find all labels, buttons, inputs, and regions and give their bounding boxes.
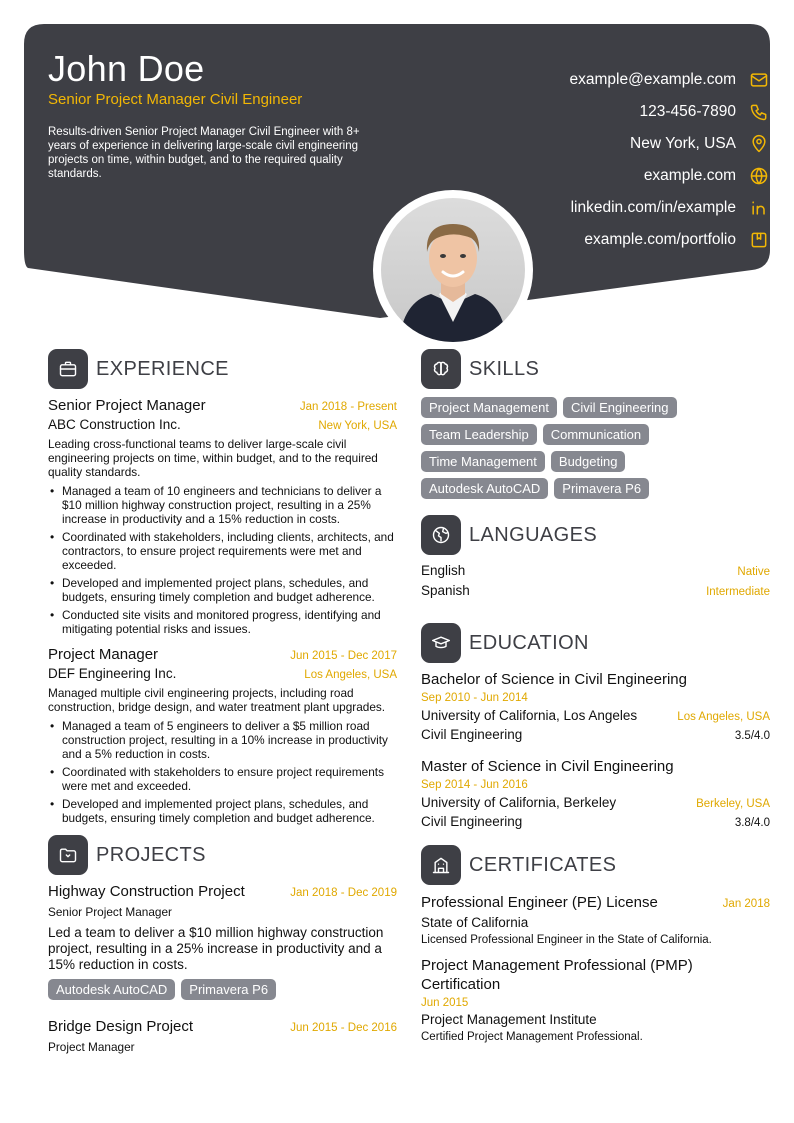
experience-item bbox=[48, 646, 397, 825]
languages-heading bbox=[421, 515, 770, 555]
language-level: Intermediate bbox=[706, 586, 770, 598]
education-item bbox=[421, 758, 770, 829]
job-dates: Jun 2015 - Dec 2017 bbox=[290, 650, 397, 662]
certificate-description: Certified Project Management Professional. bbox=[421, 1031, 643, 1043]
skill-tag: Primavera P6 bbox=[554, 478, 649, 499]
certificates-section bbox=[421, 845, 770, 1043]
job-role: Project Manager bbox=[48, 646, 159, 663]
skill-tag: Project Management bbox=[421, 397, 557, 418]
contact-website[interactable] bbox=[440, 160, 770, 192]
language-item bbox=[421, 563, 770, 583]
job-bullet: • Developed and implemented project plans, schedules, and budgets, ensuring timely completion and budget adherence. bbox=[48, 576, 397, 604]
job-company: DEF Engineering Inc. bbox=[48, 666, 177, 681]
summary-text: Results-driven Senior Project Manager Civil Engineer with 8+ years of experience in delivering large-scale civil engineering projects on time, within budget, and to the required quality standards. bbox=[48, 126, 360, 180]
contact-phone-text[interactable]: 123-456-7890 bbox=[639, 103, 736, 120]
certificate-issuer: State of California bbox=[421, 915, 529, 930]
language-name: English bbox=[421, 563, 466, 578]
project-name: Highway Construction Project bbox=[48, 883, 245, 900]
contact-portfolio-text[interactable]: example.com/portfolio bbox=[584, 231, 736, 248]
skill-tag: Autodesk AutoCAD bbox=[421, 478, 548, 499]
certificate-date: Jan 2018 bbox=[722, 898, 770, 910]
location-pin-icon bbox=[748, 133, 770, 155]
education-field: Civil Engineering bbox=[421, 727, 523, 742]
education-heading bbox=[421, 623, 770, 663]
job-bullets bbox=[48, 719, 397, 825]
project-dates: Jun 2015 - Dec 2016 bbox=[290, 1022, 397, 1034]
skill-tag: Team Leadership bbox=[421, 424, 537, 445]
job-bullet: • Developed and implemented project plans, schedules, and budgets, ensuring timely completion and budget adherence. bbox=[48, 797, 397, 825]
education-school: University of California, Los Angeles bbox=[421, 708, 638, 723]
briefcase-icon bbox=[48, 349, 88, 389]
project-role: Project Manager bbox=[48, 1040, 135, 1054]
project-dates: Jan 2018 - Dec 2019 bbox=[290, 887, 397, 899]
education-title: EDUCATION bbox=[469, 631, 589, 654]
projects-title: PROJECTS bbox=[96, 843, 206, 866]
language-icon bbox=[421, 515, 461, 555]
experience-title: EXPERIENCE bbox=[96, 357, 229, 380]
project-tag: Primavera P6 bbox=[181, 979, 276, 1000]
certificate-title: Professional Engineer (PE) License bbox=[421, 894, 658, 911]
languages-title: LANGUAGES bbox=[469, 523, 598, 546]
avatar-frame bbox=[373, 190, 533, 350]
job-description: Managed multiple civil engineering projects, including road construction, bridge design, and water treatment plant upgrades. bbox=[48, 686, 386, 714]
job-bullet: • Coordinated with stakeholders to ensure project requirements were met and exceeded. bbox=[48, 765, 397, 793]
projects-heading bbox=[48, 835, 397, 875]
contact-website-text[interactable]: example.com bbox=[643, 167, 736, 184]
education-section bbox=[421, 623, 770, 829]
job-role: Senior Project Manager bbox=[48, 397, 206, 414]
project-tag: Autodesk AutoCAD bbox=[48, 979, 175, 1000]
contact-linkedin-text[interactable]: linkedin.com/in/example bbox=[570, 199, 736, 216]
job-bullet: • Coordinated with stakeholders, including clients, architects, and contractors, to ensure project requirements were met and exceeded. bbox=[48, 530, 397, 572]
contact-email[interactable] bbox=[440, 64, 770, 96]
skill-tag: Budgeting bbox=[551, 451, 626, 472]
phone-icon bbox=[748, 101, 770, 123]
projects-section bbox=[48, 835, 397, 1054]
skills-title: SKILLS bbox=[469, 357, 540, 380]
project-item bbox=[48, 1018, 397, 1054]
job-bullets bbox=[48, 484, 397, 636]
education-degree: Master of Science in Civil Engineering bbox=[421, 758, 674, 775]
globe-icon bbox=[748, 165, 770, 187]
certificates-title: CERTIFICATES bbox=[469, 853, 617, 876]
certificate-item bbox=[421, 893, 770, 946]
contact-email-text[interactable]: example@example.com bbox=[569, 71, 736, 88]
project-item bbox=[48, 883, 397, 1006]
contact-location bbox=[440, 128, 770, 160]
right-column bbox=[421, 349, 770, 1053]
certificate-date: Jun 2015 bbox=[421, 997, 469, 1009]
brain-icon bbox=[421, 349, 461, 389]
skills-section bbox=[421, 349, 770, 505]
education-item bbox=[421, 671, 770, 742]
languages-section bbox=[421, 515, 770, 603]
skills-tags bbox=[421, 397, 770, 505]
project-tags bbox=[48, 979, 397, 1006]
linkedin-icon bbox=[748, 197, 770, 219]
certificate-title: Project Management Professional (PMP) Certification bbox=[421, 957, 693, 993]
contact-location-text: New York, USA bbox=[630, 135, 736, 152]
certificate-item bbox=[421, 956, 770, 1043]
project-name: Bridge Design Project bbox=[48, 1018, 194, 1035]
avatar bbox=[381, 198, 525, 342]
education-location: Los Angeles, USA bbox=[677, 711, 770, 723]
job-location: Los Angeles, USA bbox=[304, 669, 397, 681]
certificate-description: Licensed Professional Engineer in the State of California. bbox=[421, 934, 712, 946]
skills-heading bbox=[421, 349, 770, 389]
project-description: Led a team to deliver a $10 million highway construction project, resulting in a 25% increase in productivity and a 15% reduction in costs. bbox=[48, 925, 384, 972]
education-gpa: 3.5/4.0 bbox=[734, 730, 770, 742]
skill-tag: Time Management bbox=[421, 451, 545, 472]
graduation-cap-icon bbox=[421, 623, 461, 663]
job-description: Leading cross-functional teams to deliver large-scale civil engineering projects on time, within budget, and to the required quality standards. bbox=[48, 437, 378, 479]
project-role: Senior Project Manager bbox=[48, 905, 172, 919]
language-name: Spanish bbox=[421, 583, 470, 598]
education-field: Civil Engineering bbox=[421, 814, 523, 829]
language-item bbox=[421, 583, 770, 603]
certificate-issuer: Project Management Institute bbox=[421, 1012, 597, 1027]
job-bullet: • Managed a team of 10 engineers and technicians to deliver a $10 million highway construction project, resulting in a 25% increase in productivity and a 15% reduction in costs. bbox=[48, 484, 397, 526]
job-bullet: • Conducted site visits and monitored progress, identifying and mitigating potential risks and issues. bbox=[48, 608, 397, 636]
education-location: Berkeley, USA bbox=[696, 798, 770, 810]
certificates-heading bbox=[421, 845, 770, 885]
folder-icon bbox=[48, 835, 88, 875]
left-column bbox=[48, 349, 397, 1066]
language-level: Native bbox=[737, 566, 770, 578]
job-location: New York, USA bbox=[318, 420, 397, 432]
education-degree: Bachelor of Science in Civil Engineering bbox=[421, 671, 687, 688]
candidate-title: Senior Project Manager Civil Engineer bbox=[48, 91, 303, 108]
portfolio-icon bbox=[748, 229, 770, 251]
candidate-name: John Doe bbox=[48, 48, 205, 89]
experience-section bbox=[48, 349, 397, 825]
education-dates: Sep 2014 - Jun 2016 bbox=[421, 779, 528, 791]
education-school: University of California, Berkeley bbox=[421, 795, 617, 810]
job-bullet: • Managed a team of 5 engineers to deliver a $5 million road construction project, resulting in a 10% increase in productivity and a 5% reduction in costs. bbox=[48, 719, 397, 761]
education-dates: Sep 2010 - Jun 2014 bbox=[421, 692, 528, 704]
job-dates: Jan 2018 - Present bbox=[299, 401, 397, 413]
job-company: ABC Construction Inc. bbox=[48, 417, 181, 432]
contact-phone[interactable] bbox=[440, 96, 770, 128]
experience-item bbox=[48, 397, 397, 636]
skill-tag: Communication bbox=[543, 424, 649, 445]
skill-tag: Civil Engineering bbox=[563, 397, 677, 418]
education-gpa: 3.8/4.0 bbox=[734, 817, 770, 829]
building-icon bbox=[421, 845, 461, 885]
mail-icon bbox=[748, 69, 770, 91]
experience-heading bbox=[48, 349, 397, 389]
